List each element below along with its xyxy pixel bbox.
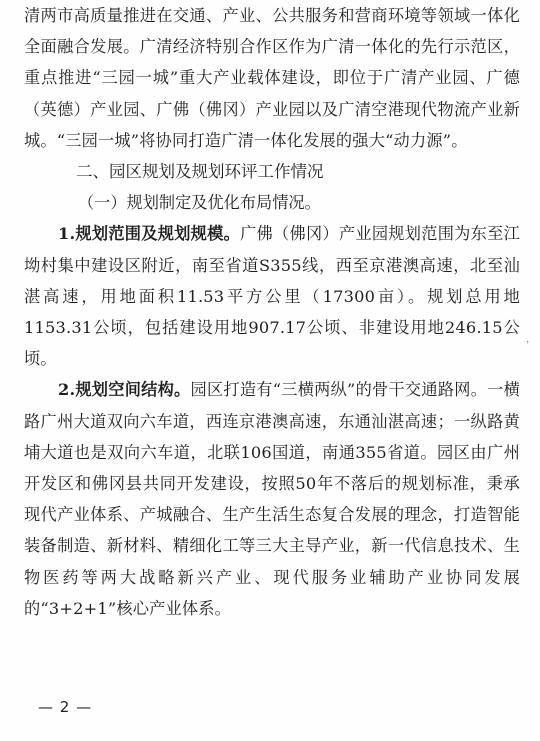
item-1-lead: 1.规划范围及规划规模。 [58, 224, 241, 244]
item-2-lead: 2.规划空间结构。 [58, 380, 191, 400]
paragraph-item-1 [24, 218, 520, 374]
item-2-body: 园区打造有“三横两纵”的骨干交通路网。一横路广州大道双向六车道，西连京港澳高速，东通汕湛高速；一纵路黄埔大道也是双向六车道，北联106国道，南通355省道。园区由广州开发区和佛冈县共同开发建设，按照50年不落后的规划标准，秉承现代产业体系、产城融合、生产生活生态复合发展的理念，打造智能装备制造、新材料、精细化工等三大主导产业，新一代信息技术、生物医药等两大战略新兴产业、现代服务业辅助产业协同发展的“3+2+1”核心产业体系。 [24, 380, 521, 618]
page-number: — 2 — [38, 698, 93, 716]
section-heading: 二、园区规划及规划环评工作情况 [76, 162, 324, 182]
subsection-heading: （一）规划制定及优化布局情况。 [78, 193, 321, 213]
document-body [24, 0, 520, 624]
margin-mark: ， [526, 334, 536, 345]
paragraph-intro: 清两市高质量推进在交通、产业、公共服务和营商环境等领域一体化全面融合发展。广清经济特别合作区作为广清一体化的先行示范区，重点推进“三园一城”重大产业载体建设，即位于广清产业园、广德（英德）产业园、广佛（佛冈）产业园以及广清空港现代物流产业新城。“三园一城”将协同打造广清一体化发展的强大“动力源”。 [24, 6, 520, 150]
paragraph-item-2 [24, 374, 520, 624]
item-1-body: 广佛（佛冈）产业园规划范围为东至江坳村集中建设区附近，南至省道S355线，西至京港澳高速，北至汕湛高速，用地面积11.53平方公里（17300亩）。规划总用地1153.31公顷，包括建设用地907.17公顷、非建设用地246.15公顷。 [24, 224, 520, 369]
